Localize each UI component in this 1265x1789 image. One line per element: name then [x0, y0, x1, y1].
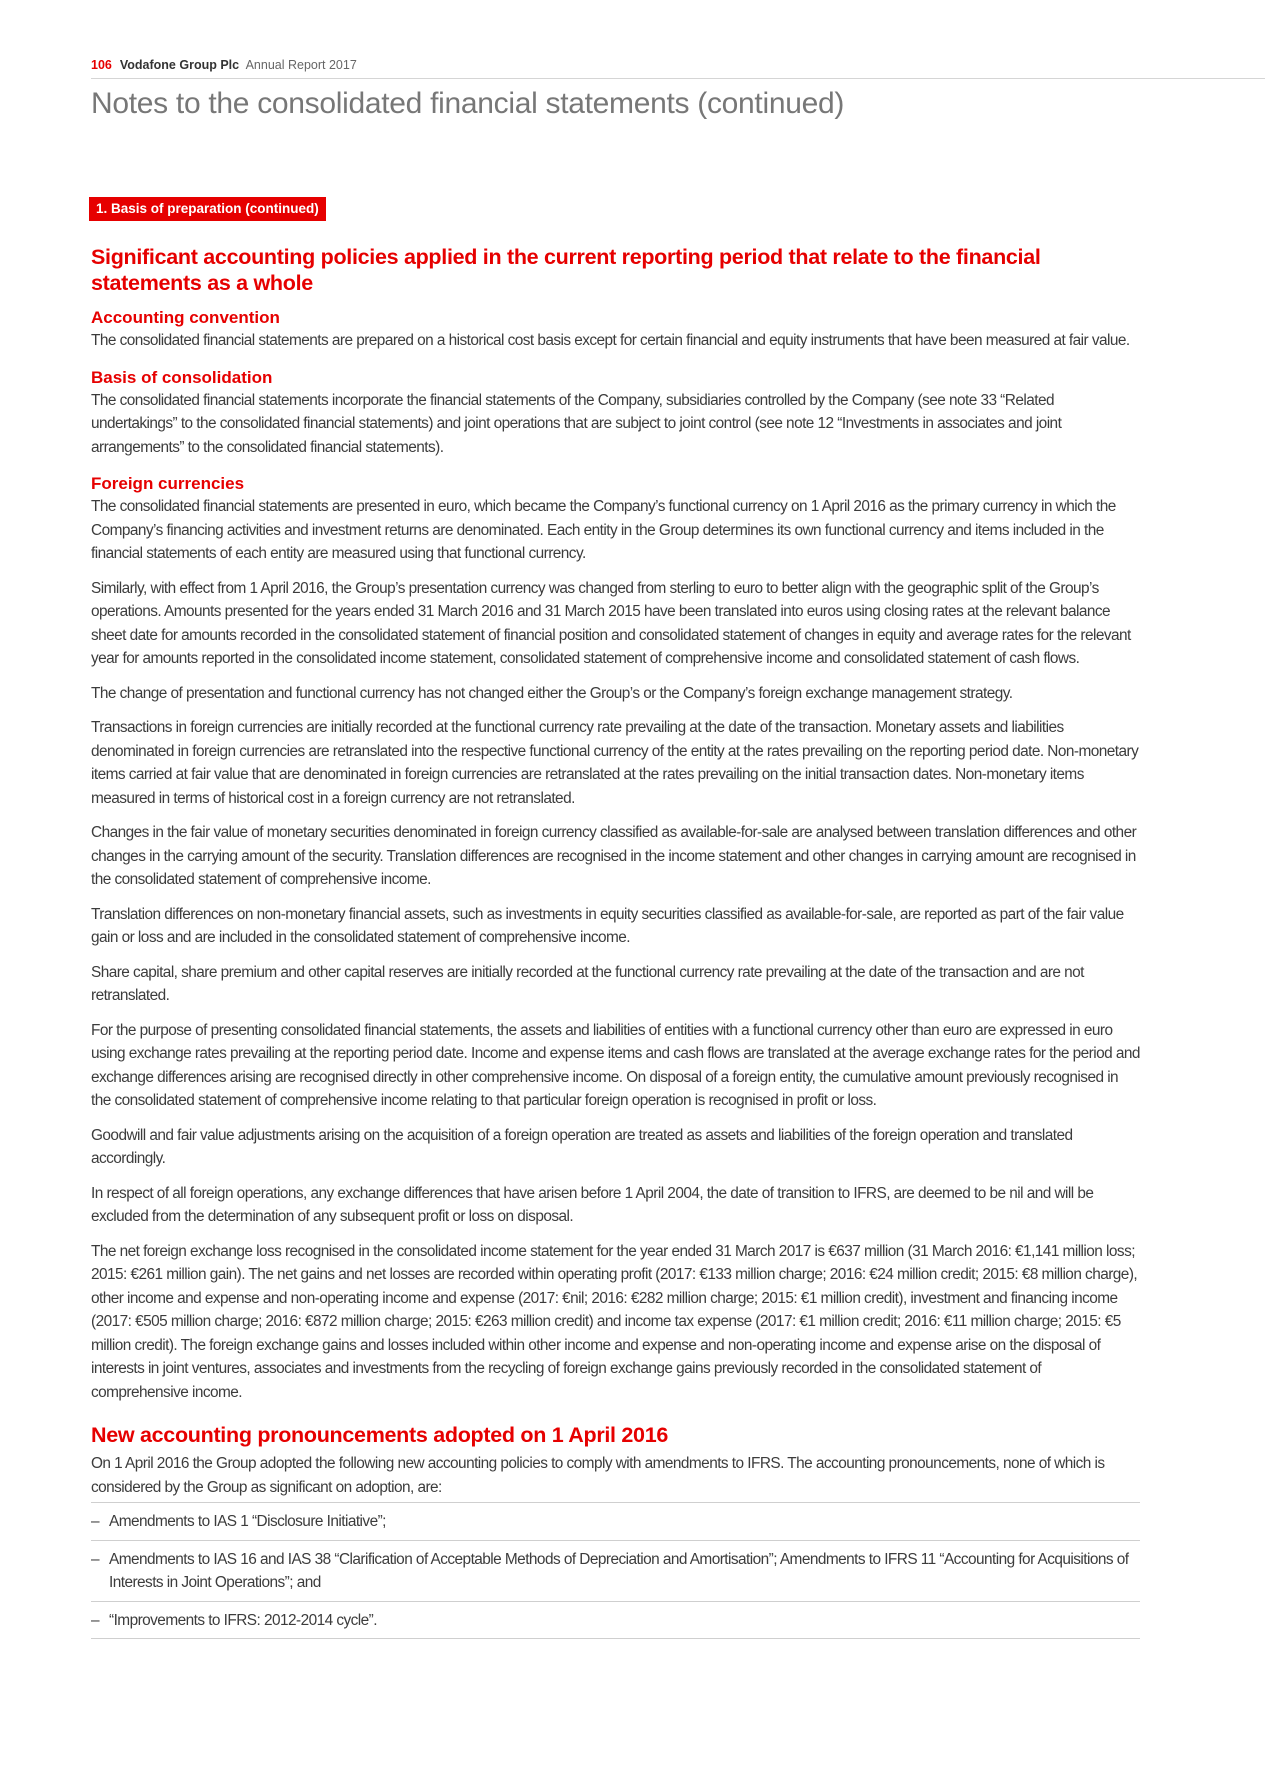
- list-item: – Amendments to IAS 1 “Disclosure Initiative”;: [91, 1502, 1140, 1540]
- paragraph: The net foreign exchange loss recognised in the consolidated income statement for the year ended 31 March 2017 is €637 million (31 March 2016: €1,141 million loss; 2015: €261 million gain). The net gains and net losses are recorded within operating profit (2017: €133 million charge; 2016: €24 million credit; 2015: €8 million charge), other income and expense and non-operating income and expense (2017: €nil; 2016: €282 million charge; 2015: €1 million credit), investment and financing income (2017: €505 million charge; 2016: €872 million charge; 2015: €263 million credit) and income tax expense (2017: €1 million credit; 2016: €11 million charge; 2015: €5 million credit). The foreign exchange gains and losses included within other income and expense and non-operating income and expense arise on the disposal of interests in joint ventures, associates and investments from the recycling of foreign exchange gains previously recorded in the consolidated statement of comprehensive income.: [91, 1242, 1138, 1401]
- list-dash: –: [91, 1611, 100, 1629]
- paragraph: In respect of all foreign operations, any exchange differences that have arisen before 1 April 2004, the date of transition to IFRS, are deemed to be nil and will be excluded from the determination of any subsequent profit or loss on disposal.: [91, 1184, 1094, 1225]
- list-dash: –: [91, 1513, 100, 1530]
- paragraph: Goodwill and fair value adjustments arising on the acquisition of a foreign operation are treated as assets and liabilities of the foreign operation and translated accordingly.: [91, 1126, 1073, 1167]
- foreign-currencies-heading: Foreign currencies: [91, 474, 245, 493]
- section-title: Notes to the consolidated financial statements (continued): [91, 87, 845, 120]
- list-item: – “Improvements to IFRS: 2012-2014 cycle”.: [91, 1601, 1140, 1640]
- list-dash: –: [91, 1550, 100, 1568]
- paragraph: Changes in the fair value of monetary securities denominated in foreign currency classified as available-for-sale are analysed between translation differences and other changes in the carrying amount of the security. Translation differences are recognised in the income statement and other changes in carrying amount are recognised in the consolidated statement of comprehensive income.: [91, 824, 1137, 888]
- note-tag: 1. Basis of preparation (continued): [91, 199, 324, 219]
- header-divider: [91, 78, 1265, 79]
- paragraph: The change of presentation and functional currency has not changed either the Group’s or the Company’s foreign exchange management strategy.: [91, 684, 1013, 702]
- basis-of-consolidation-heading: Basis of consolidation: [91, 367, 273, 387]
- main-heading: Significant accounting policies applied in the current reporting period that relate to the financial statements as a whole: [91, 245, 1041, 295]
- pronouncements-list: [91, 1502, 1140, 1639]
- list-item: – Amendments to IAS 16 and IAS 38 “Clarification of Acceptable Methods of Depreciation and Amortisation”; Amendments to IFRS 11 “Accounting for Acquisitions of Interests in Joint Operations”; and: [91, 1540, 1140, 1601]
- basis-of-consolidation-text: The consolidated financial statements incorporate the financial statements of the Company, subsidiaries controlled by the Company (see note 33 “Related undertakings” to the consolidated financial statements) and joint operations that are subject to joint control (see note 12 “Investments in associates and joint arrangements” to the consolidated financial statements).: [91, 391, 1062, 456]
- new-pronouncements-heading: New accounting pronouncements adopted on 1 April 2016: [91, 1423, 669, 1447]
- paragraph: Similarly, with effect from 1 April 2016, the Group’s presentation currency was changed from sterling to euro to better align with the geographic split of the Group’s operations. Amounts presented for the years ended 31 March 2016 and 31 March 2015 have been translated into euros using closing rates at the relevant balance sheet date for amounts recorded in the consolidated statement of financial position and consolidated statement of changes in equity and average rates for the relevant year for amounts reported in the consolidated income statement, consolidated statement of comprehensive income and consolidated statement of cash flows.: [91, 579, 1131, 667]
- report-name: Annual Report 2017: [245, 58, 357, 72]
- paragraph: Translation differences on non-monetary financial assets, such as investments in equity securities classified as available-for-sale, are reported as part of the fair value gain or loss and are included in the consolidated statement of comprehensive income.: [91, 905, 1124, 946]
- page-header: [91, 58, 1140, 73]
- paragraph: Share capital, share premium and other capital reserves are initially recorded at the functional currency rate prevailing at the date of the transaction and are not retranslated.: [91, 963, 1084, 1004]
- paragraph: The consolidated financial statements are presented in euro, which became the Company’s functional currency on 1 April 2016 as the primary currency in which the Company’s financing activities and investment returns are denominated. Each entity in the Group determines its own functional currency and items included in the financial statements of each entity are measured using that functional currency.: [91, 498, 1116, 562]
- paragraph: Transactions in foreign currencies are initially recorded at the functional currency rate prevailing at the date of the transaction. Monetary assets and liabilities denominated in foreign currencies are retranslated into the respective functional currency of the entity at the rates prevailing on the reporting period date. Non-monetary items carried at fair value that are denominated in foreign currencies are retranslated at the rates prevailing on the initial transaction dates. Non-monetary items measured in terms of historical cost in a foreign currency are not retranslated.: [91, 719, 1139, 807]
- new-pronouncements-intro: On 1 April 2016 the Group adopted the following new accounting policies to comply with amendments to IFRS. The accounting pronouncements, none of which is considered by the Group as significant on adoption, are:: [91, 1455, 1105, 1496]
- paragraph: For the purpose of presenting consolidated financial statements, the assets and liabilities of entities with a functional currency other than euro are expressed in euro using exchange rates prevailing at the reporting period date. Income and expense items and cash flows are translated at the average exchange rates for the period and exchange differences arising are recognised directly in other comprehensive income. On disposal of a foreign entity, the cumulative amount previously recognised in the consolidated statement of comprehensive income relating to that particular foreign operation is recognised in profit or loss.: [91, 1021, 1140, 1109]
- main-content: [91, 244, 1140, 1639]
- company-name: Vodafone Group Plc: [119, 58, 240, 72]
- accounting-convention-text: The consolidated financial statements are prepared on a historical cost basis except for certain financial and equity instruments that have been measured at fair value.: [91, 332, 1130, 349]
- page-number: 106: [91, 58, 112, 72]
- accounting-convention-heading: Accounting convention: [91, 308, 280, 327]
